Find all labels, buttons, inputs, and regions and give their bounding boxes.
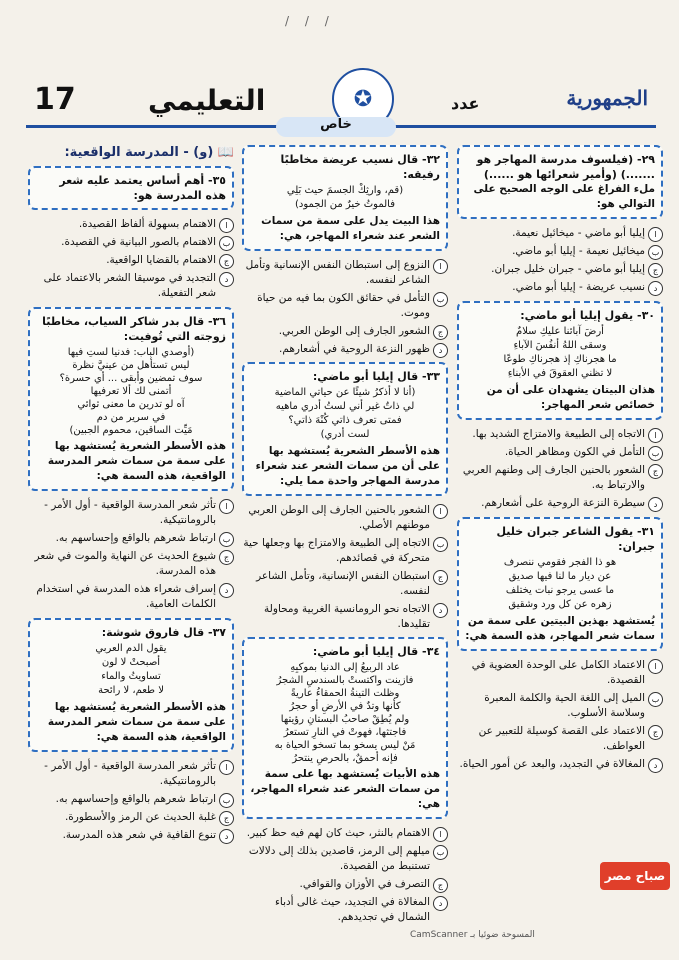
poem: أرضَ آبائنا عليكِ سلامٌ وسقى اللهُ أنفُسَ الآباءِ ما هجرناكِ إذ هجرناكِ طوعًا لا تظني العقوقَ في الأبناءِ — [503, 326, 617, 379]
question-ask: هذان البيتان يشهدان على أن من خصائص شعر المهاجر: — [486, 384, 655, 411]
issue-label: عدد — [451, 94, 480, 113]
question-title: ٣٥- أهم أساس يعتمد عليه شعر هذه المدرسة هو: — [59, 174, 226, 202]
top-marks: / / / — [285, 14, 335, 28]
section-title: التعليمي — [148, 84, 266, 117]
option-item[interactable]: ج الشعور الجارف إلى الوطن العربي. — [242, 324, 448, 339]
question-title: ٣٤- قال إيليا أبو ماضي: — [312, 645, 440, 658]
question-ask: يُستشهد بهذين البيتين على سمة من سمات شعر المهاجر، هذه السمة هي: — [465, 615, 655, 642]
option-item[interactable]: ب الاهتمام بالصور البيانية في القصيدة. — [28, 235, 234, 250]
options-30 — [457, 427, 663, 511]
option-item[interactable]: د سيطرة النزعة الروحية على أشعارهم. — [457, 496, 663, 511]
options-34 — [242, 826, 448, 925]
option-item[interactable]: ج التصرف في الأوزان والقوافي. — [242, 877, 448, 892]
options-36 — [28, 498, 234, 612]
question-title: ٣٧- قال فاروق شوشة: — [101, 626, 226, 639]
option-item[interactable]: ب الميل إلى اللغة الحية والكلمة المعبرة وسلاسة الأسلوب. — [457, 691, 663, 721]
option-item[interactable]: ج إيليا أبو ماضي - جبران خليل جبران. — [457, 262, 663, 277]
poem: (قم، وارثِكْ الجسمَ حيث بَلِي فالموتُ خيرٌ من الجمود) — [286, 185, 404, 210]
option-item[interactable]: ا الشعور بالحنين الجارف إلى الوطن العربي موطنهم الأصلي. — [242, 503, 448, 533]
options-33 — [242, 503, 448, 632]
site-watermark: صباح مصر — [600, 862, 670, 890]
question-37 — [28, 618, 234, 752]
page-number: 17 — [34, 82, 76, 117]
options-35 — [28, 217, 234, 301]
question-31 — [457, 517, 663, 651]
brand-logo: الجمهورية — [566, 86, 648, 110]
poem: (أوصدي الباب: فدنيا لستِ فيها ليس تستأهل من عينيَّ نظرة سوف تمضين وأبقى ... أي حسرة؟ أتمنى لك ألا تعرفيها آه لو تدرين ما معنى ثوائي في سرير من دم مَيِّت الساقين، محموم الجبين) — [59, 347, 203, 436]
poem: (أنا لا أذكرُ شيئًا عن حياتي الماضية لي ذاتٌ غير أني لستُ أدري ماهيه فمتى تعرف ذاتي كُنْهَ ذاتي؟ لست أدري) — [274, 387, 416, 440]
question-title: ٢٩- (فيلسوف مدرسة المهاجر هو .......) (وأمير شعرائها هو ......) — [476, 153, 655, 181]
poem: هو ذا الفجر فقومي ننصرف عن ديار ما لنا فيها صديق ما عسى يرجو نبات يختلف زهره عن كل ورد وشقيق — [503, 557, 617, 610]
option-item[interactable]: ج الاعتماد على القصة كوسيلة للتعبير عن العواطف. — [457, 724, 663, 754]
question-33 — [242, 362, 448, 496]
option-item[interactable]: ب التأمل في الكون ومظاهر الحياة. — [457, 445, 663, 460]
option-item[interactable]: ب ميلهم إلى الرمز، قاصدين بذلك إلى دلالات تستنبط من القصيدة. — [242, 844, 448, 874]
options-37 — [28, 759, 234, 843]
question-34 — [242, 637, 448, 819]
poem: عاد الربيعُ إلى الدنيا بموكبِهِ فازينت واكتستْ بالسندسِ الشجرُ وظلت التينةُ الحمقاءُ عاريةً كأنها وتدٌ في الأرضِ أو حجرُ ولم يُطِقْ صاحبُ البستانِ رؤيتها فاجتثها، فهوتْ في النارِ تستعرُ مَنْ ليس يسخو بما تسخو الحياة به فإنه أحمقٌ، بالحرصِ ينتحرُ — [274, 662, 416, 764]
question-ask: هذه الأسطر الشعرية يُستشهد بها على أن من سمات الشعر عند شعراء مدرسة المهاجر واحدة مما يلي: — [255, 445, 440, 487]
left-column — [28, 145, 234, 890]
option-item[interactable]: ج غلبة الحديث عن الرمز والأسطورة. — [28, 810, 234, 825]
option-item[interactable]: ا النزوع إلى استبطان النفس الإنسانية وتأمل الشاعر لنفسه. — [242, 258, 448, 288]
question-ask: هذه الأبيات يُستشهد بها على سمة من سمات الشعر عند شعراء المهاجر، هي: — [250, 768, 440, 810]
option-item[interactable]: ب التأمل في حقائق الكون بما فيه من حياة وموت. — [242, 291, 448, 321]
question-35 — [28, 166, 234, 210]
options-31 — [457, 658, 663, 772]
right-column — [457, 145, 663, 890]
option-item[interactable]: ا الاهتمام بسهولة ألفاظ القصيدة. — [28, 217, 234, 232]
option-item[interactable]: ا إيليا أبو ماضي - ميخائيل نعيمة. — [457, 226, 663, 241]
middle-column — [242, 145, 448, 923]
option-item[interactable]: ج استبطان النفس الإنسانية، وتأمل الشاعر لنفسه. — [242, 569, 448, 599]
option-item[interactable]: ا الاتجاه إلى الطبيعة والامتزاج الشديد بها. — [457, 427, 663, 442]
option-item[interactable]: د المغالاة في التجديد، والبعد عن أمور الحياة. — [457, 757, 663, 772]
option-item[interactable]: د المغالاة في التجديد، حيث غالى أدباء الشمال في تجديدهم. — [242, 895, 448, 925]
option-item[interactable]: ا تأثر شعر المدرسة الواقعية - أول الأمر - بالرومانتيكية. — [28, 498, 234, 528]
question-title: ٣٠- يقول إيليا أبو ماضي: — [520, 309, 655, 322]
option-item[interactable]: د التجديد في موسيقا الشعر بالاعتماد على شعر التفعيلة. — [28, 271, 234, 301]
options-32 — [242, 258, 448, 357]
option-item[interactable]: د الاتجاه نحو الرومانسية الغربية ومحاولة تقليدها. — [242, 602, 448, 632]
question-instruction: ملء الفراغ على الوجه الصحيح على التوالي هو: — [473, 183, 655, 210]
question-title: ٣٣- قال إيليا أبو ماضي: — [312, 370, 440, 383]
question-ask: هذه الأسطر الشعرية يُستشهد بها على سمة من سمات شعر المدرسة الواقعية، هذه السمة هي: — [47, 440, 226, 482]
question-32 — [242, 145, 448, 251]
emblem-icon: ✪ — [332, 68, 394, 130]
option-item[interactable]: ا الاهتمام بالنثر، حيث كان لهم فيه حظ كبير. — [242, 826, 448, 841]
scanner-footer: CamScanner المسوحة ضوئيا بـ — [410, 930, 535, 940]
option-item[interactable]: ج شيوع الحديث عن النهاية والموت في شعر هذه المدرسة. — [28, 549, 234, 579]
option-item[interactable]: ب ارتباط شعرهم بالواقع وإحساسهم به. — [28, 792, 234, 807]
school-heading: 📖 (و) - المدرسة الواقعية: — [64, 145, 234, 160]
option-item[interactable]: ا الاعتماد الكامل على الوحدة العضوية في القصيدة. — [457, 658, 663, 688]
book-icon: 📖 — [213, 145, 234, 160]
question-36 — [28, 307, 234, 491]
options-29 — [457, 226, 663, 295]
poem: يقول الدم العربي أصبحتْ لا لون تساويتُ والماء لا طعم، لا رائحة — [95, 643, 167, 696]
question-ask: هذا البيت يدل على سمة من سمات الشعر عند شعراء المهاجر، هي: — [261, 215, 440, 242]
option-item[interactable]: ا تأثر شعر المدرسة الواقعية - أول الأمر - بالرومانتيكية. — [28, 759, 234, 789]
special-badge: خاص — [276, 117, 396, 137]
option-item[interactable]: د إسراف شعراء هذه المدرسة في استخدام الكلمات العامية. — [28, 582, 234, 612]
option-item[interactable]: ب الاتجاه إلى الطبيعة والامتزاج بها وجعلها حية متحركة في قصائدهم. — [242, 536, 448, 566]
question-29 — [457, 145, 663, 219]
question-title: ٣٢- قال نسيب عريضة مخاطبًا رفيقه: — [280, 153, 440, 181]
question-30 — [457, 301, 663, 420]
question-title: ٣٦- قال بدر شاكر السياب، مخاطبًا زوجته التي تُوفيت: — [42, 315, 226, 343]
option-item[interactable]: ج الشعور بالحنين الجارف إلى وطنهم العربي والارتباط به. — [457, 463, 663, 493]
question-title: ٣١- يقول الشاعر جبران خليل جبران: — [496, 525, 655, 553]
option-item[interactable]: ب ميخائيل نعيمة - إيليا أبو ماضي. — [457, 244, 663, 259]
option-item[interactable]: ج الاهتمام بالقضايا الواقعية. — [28, 253, 234, 268]
option-item[interactable]: د نسيب عريضة - إيليا أبو ماضي. — [457, 280, 663, 295]
option-item[interactable]: د تنوع القافية في شعر هذه المدرسة. — [28, 828, 234, 843]
option-item[interactable]: ب ارتباط شعرهم بالواقع وإحساسهم به. — [28, 531, 234, 546]
option-item[interactable]: د ظهور النزعة الروحية في أشعارهم. — [242, 342, 448, 357]
question-ask: هذه الأسطر الشعرية يُستشهد بها على سمة من سمات شعر المدرسة الواقعية، هذه السمة هي: — [47, 701, 226, 743]
